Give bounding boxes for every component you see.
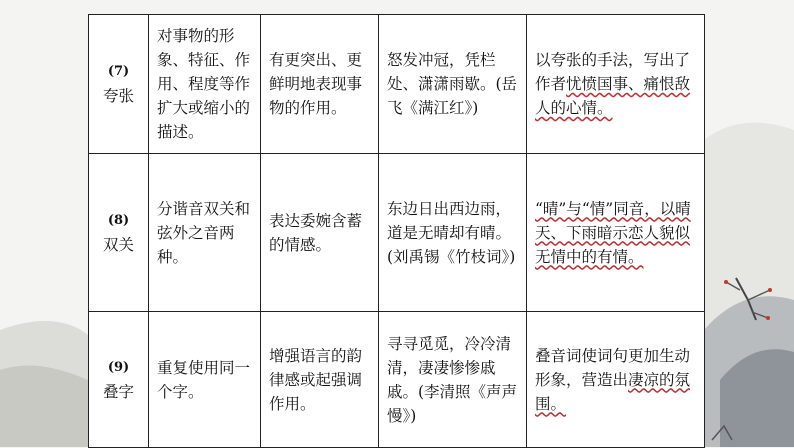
analysis-cell [527, 154, 705, 312]
table-row [89, 15, 705, 154]
effect-cell: 表达委婉含蓄的情感。 [261, 154, 379, 312]
device-number: (8) [107, 212, 130, 228]
analysis-cell [527, 312, 705, 448]
device-name: 双关 [102, 235, 134, 254]
definition-cell: 对事物的形象、特征、作用、程度等作扩大或缩小的描述。 [149, 15, 261, 154]
definition-cell: 重复使用同一个字。 [149, 312, 261, 448]
example-cell: 寻寻觅觅，冷冷清清，凄凄惨惨戚戚。(李清照《声声慢》) [379, 312, 527, 448]
example-cell: 东边日出西边雨，道是无晴却有晴。(刘禹锡《竹枝词》) [379, 154, 527, 312]
analysis-text: 叠音词使词句更加生动形象，营造出 [535, 346, 691, 389]
document-page [88, 14, 704, 447]
device-number: (7) [107, 64, 130, 79]
effect-cell: 有更突出、更鲜明地表现事物的作用。 [261, 15, 379, 154]
table-row [89, 154, 705, 312]
device-name: 夸张 [102, 87, 134, 105]
analysis-highlight: 忧愤国事、痛恨敌人的心情。 [535, 75, 691, 117]
device-name-cell [89, 154, 149, 312]
definition-cell: 分谐音双关和弦外之音两种。 [149, 154, 261, 312]
analysis-highlight: “晴”与“情”同音，以晴天、下雨暗示恋人貌似无情中的有情。 [535, 199, 691, 266]
analysis-text: 以夸张的手法，写出了作者 [535, 51, 691, 93]
analysis-cell [527, 15, 705, 154]
rhetoric-table [88, 14, 705, 448]
effect-cell: 增强语言的韵律感或起强调作用。 [261, 312, 379, 448]
device-number: (9) [107, 359, 130, 375]
device-name-cell [89, 15, 149, 154]
analysis-highlight: 凄凉的氛围。 [535, 370, 691, 413]
example-cell: 怒发冲冠，凭栏处、潇潇雨歇。(岳飞《满江红》) [379, 15, 527, 154]
device-name: 叠字 [102, 382, 134, 401]
table-row [89, 312, 705, 448]
device-name-cell [89, 312, 149, 448]
